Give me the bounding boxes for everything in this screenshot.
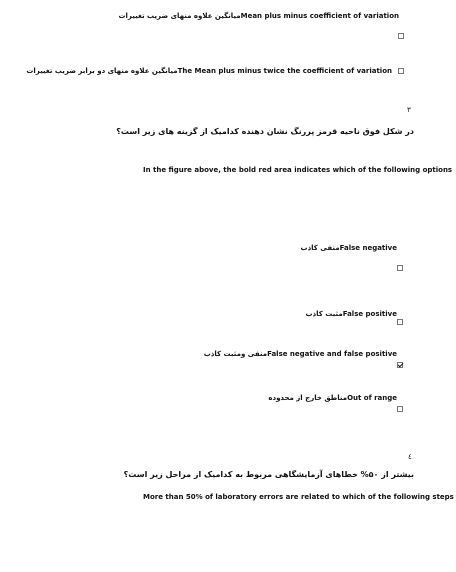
question-number: ۳ (407, 106, 411, 114)
option-checkbox[interactable] (398, 68, 404, 74)
option-checkbox[interactable] (397, 406, 403, 412)
question-number: ٤ (408, 453, 412, 461)
question-text-en: In the figure above, the bold red area indicates which of the following options (143, 166, 453, 174)
question-text-en: More than 50% of laboratory errors are related to which of the following steps (143, 493, 454, 501)
option-label: میانگین علاوه منهای دو برابر ضریب تغییراتThe Mean plus minus twice the coefficient of variation (26, 67, 392, 75)
option-checkbox-checked[interactable] (397, 362, 403, 368)
option-checkbox[interactable] (398, 33, 404, 39)
option-checkbox[interactable] (397, 265, 403, 271)
option-label: منفی کاذبFalse negative (300, 244, 397, 252)
question-text-fa: در شکل فوق ناحیه قرمز پررنگ نشان دهنده کدامیک از گزینه های زیر است؟ (116, 127, 414, 136)
option-label: منفی ومثبت کاذبFalse negative and false positive (203, 350, 397, 358)
question-text-fa: بیشتر از ۵۰% خطاهای آزمایشگاهی مربوط به کدامیک از مراحل زیر است؟ (123, 470, 414, 479)
option-label: مناطق خارج از محدودهOut of range (268, 394, 397, 402)
option-label: میانگین علاوه منهای ضریب تغییراتMean plus minus coefficient of variation (118, 12, 399, 20)
option-checkbox[interactable] (397, 319, 403, 325)
option-label: مثبت کاذبFalse positive (305, 310, 397, 318)
